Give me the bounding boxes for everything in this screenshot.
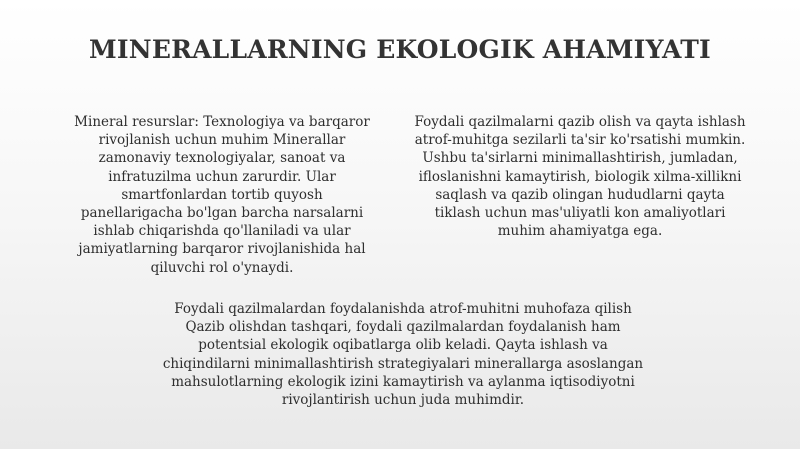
right-text-line: saqlash va qazib olingan hududlarni qayta bbox=[435, 186, 725, 203]
bottom-text-line: Foydali qazilmalardan foydalanishda atrof-muhitni muhofaza qilish bbox=[174, 301, 632, 317]
slide-title: MINERALLARNING EKOLOGIK AHAMIYATI bbox=[89, 35, 711, 64]
right-text-line: tiklash uchun mas'uliyatli kon amaliyotlari bbox=[434, 205, 726, 222]
right-text-line: atrof-muhitga sezilarli ta'sir ko'rsatishi mumkin. bbox=[414, 132, 746, 149]
left-text-line: infratuzilma uchun zarurdir. Ular bbox=[108, 168, 336, 185]
left-text-line: panellarigacha bo'lgan barcha narsalarni bbox=[80, 205, 364, 222]
bottom-text-line: rivojlantirish uchun juda muhimdir. bbox=[281, 392, 525, 409]
right-text-line: ifloslanishni kamaytirish, biologik xilma-xillikni bbox=[418, 168, 742, 185]
right-text-line: muhim ahamiyatga ega. bbox=[497, 223, 663, 240]
right-text-line: Foydali qazilmalarni qazib olish va qayta ishlash bbox=[414, 114, 746, 130]
left-text-line: ishlab chiqarishda qo'llaniladi va ular bbox=[93, 223, 351, 240]
left-text-line: qiluvchi rol o'ynaydi. bbox=[150, 259, 294, 276]
bottom-text-line: mahsulotlarning ekologik izini kamaytirish va aylanma iqtisodiyotni bbox=[171, 373, 635, 390]
bottom-text-line: Qazib olishdan tashqari, foydali qazilmalardan foydalanish ham bbox=[185, 319, 621, 336]
left-text-line: rivojlanish uchun muhim Minerallar bbox=[98, 132, 346, 149]
bottom-text-line: potentsial ekologik oqibatlarga olib keladi. Qayta ishlash va bbox=[198, 337, 608, 354]
left-text-line: Mineral resurslar: Texnologiya va barqaror bbox=[74, 114, 370, 130]
right-text-line: Ushbu ta'sirlarni minimallashtirish, jumladan, bbox=[422, 150, 738, 167]
left-text-line: smartfonlardan tortib quyosh bbox=[121, 186, 323, 203]
left-text-line: jamiyatlarning barqaror rivojlanishida hal bbox=[78, 241, 366, 258]
left-text-line: zamonaviy texnologiyalar, sanoat va bbox=[98, 150, 346, 167]
right-text-column bbox=[398, 113, 762, 240]
bottom-text-block bbox=[138, 300, 668, 409]
bottom-text-line: chiqindilarni minimallashtirish strategiyalari minerallarga asoslangan bbox=[162, 355, 644, 372]
left-text-column bbox=[52, 113, 392, 277]
